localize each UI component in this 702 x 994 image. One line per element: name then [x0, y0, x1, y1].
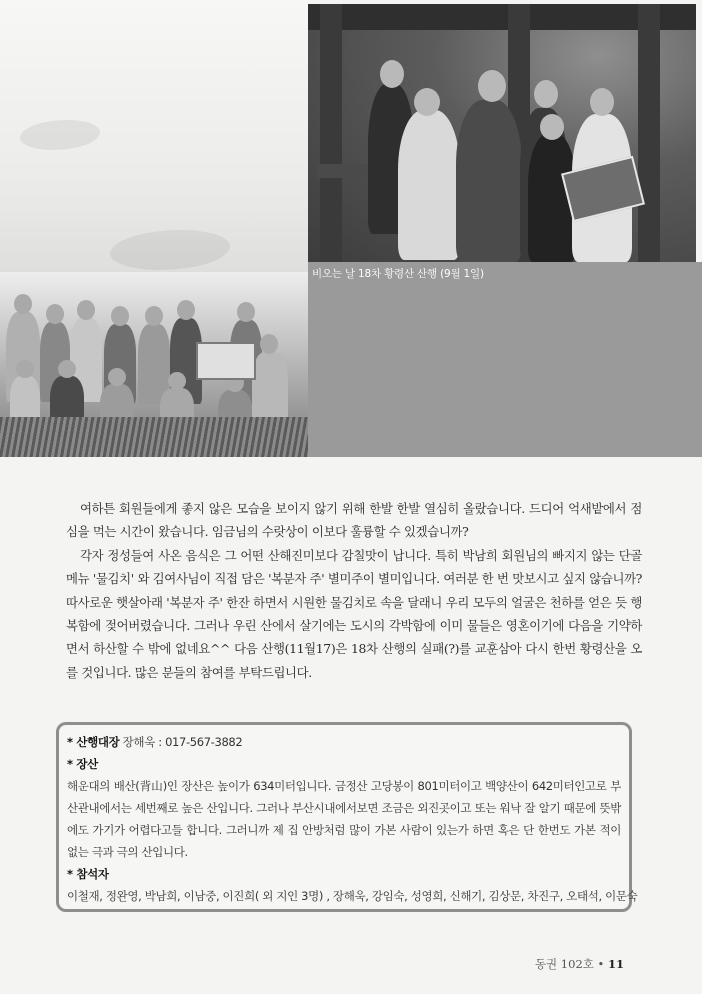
hiker-head	[46, 304, 64, 324]
hiker-head	[380, 60, 404, 88]
group-photo-hillside	[0, 272, 308, 457]
photo-caption: 비오는 날 18차 황령산 산행 (9월 1일)	[312, 268, 484, 280]
grass	[0, 417, 308, 457]
hiker-head	[260, 334, 278, 354]
hiker-head	[145, 306, 163, 326]
hiker-head	[16, 360, 34, 378]
article-paragraph: 여하튼 회원들에게 좋지 않은 모습을 보이지 않기 위해 한발 한발 열심히 올랐습니다. 드디어 억새밭에서 점심을 먹는 시간이 왔습니다. 임금님의 수랏상이 이보다 훌륭할 수 있겠습니까?	[66, 501, 642, 540]
article-paragraph: 각자 정성들여 사온 음식은 그 어떤 산해진미보다 감칠맛이 납니다. 특히 박남희 회원님의 빠지지 않는 단골 메뉴 '물김치' 와 김여사님이 직접 담은 '복분자 주' 별미주이 별미입니다. 여러분 한 번 맛보시고 싶지 않습니까? 따사로운 햇살아래 '복분자 주' 한잔 하면서 시원한 물김치로 속을 달래니 우리 모두의 얼굴은 천하를 얻은 듯 행복함에 젖어버렸습니다. 그러나 우린 산에서 살기에는 도시의 각박함에 이미 물들은 영혼이기에 다음을 기약하면서 하산할 수 밖에 없네요^^ 다음 산행(11월17)은 18차 산행의 실패(?)를 교훈삼아 다시 한번 황령산을 오를 것입니다. 많은 분들의 참여를 부탁드립니다.	[66, 547, 642, 680]
hiker-head	[534, 80, 558, 108]
hiker-head	[168, 372, 186, 390]
hiker-head	[177, 300, 195, 320]
mountain-heading: * 장산	[67, 757, 98, 771]
hiker-head	[14, 294, 32, 314]
hike-info-box	[56, 722, 638, 912]
background-leaf	[110, 230, 230, 270]
article-body	[66, 497, 642, 684]
pavilion-pillar	[638, 4, 660, 262]
hiker	[456, 100, 522, 262]
group-photo-pavilion	[308, 4, 696, 262]
page-footer	[535, 956, 624, 972]
background-leaf	[20, 120, 100, 150]
hiker-head	[237, 302, 255, 322]
hiker-head	[590, 88, 614, 116]
attendees-heading: * 참석자	[67, 867, 109, 881]
club-banner	[196, 342, 256, 380]
hiker-head	[58, 360, 76, 378]
hiker-head	[108, 368, 126, 386]
gray-panel	[308, 262, 702, 457]
pavilion-pillar	[320, 4, 342, 262]
attendees-list: 이철재, 정완영, 박남희, 이남중, 이진희( 외 지인 3명) , 장해욱, 강임숙, 성영희, 신해기, 김상문, 차진구, 오태석, 이문숙	[67, 889, 638, 903]
mountain-description: 해운대의 배산(背山)인 장산은 높이가 634미터입니다. 금정산 고당봉이 801미터이고 백양산이 642미터인고로 부산관내에서는 세번째로 높은 산입니다. 그러나 부산시내에서보면 조금은 외진곳이고 또는 워낙 잘 알기 때문에 뜻밖에도 가기가 어렵다고들 합니다. 그러니까 제 집 안방처럼 많이 가본 사람이 있는가 하면 혹은 단 한번도 가본 적이 없는 극과 극의 산입니다.	[67, 779, 621, 859]
issue-label: 동권 102호	[534, 957, 594, 971]
footer-bullet: •	[597, 957, 605, 971]
background-scenery	[0, 0, 310, 290]
hiker-head	[540, 114, 564, 140]
leader-value: 장해욱 : 017-567-3882	[122, 735, 243, 749]
hiker-head	[414, 88, 440, 116]
leader-row	[67, 731, 621, 753]
hiker-raincoat	[398, 110, 460, 260]
leader-heading: * 산행대장	[67, 735, 120, 749]
page-number: 11	[607, 957, 624, 971]
hiker-head	[77, 300, 95, 320]
hiker-head	[111, 306, 129, 326]
hiker-head	[478, 70, 506, 102]
